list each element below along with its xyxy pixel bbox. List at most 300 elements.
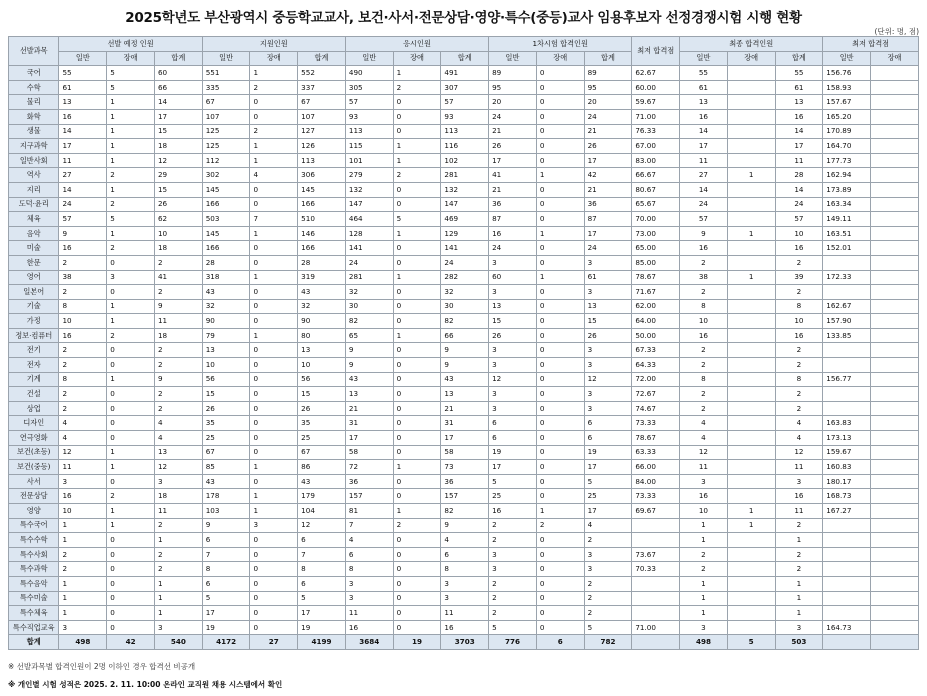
value-cell [823,533,871,548]
value-cell: 1 [775,591,823,606]
value-cell: 3 [489,562,537,577]
subject-cell: 특수음악 [9,576,59,591]
value-cell: 13 [441,387,489,402]
value-cell: 145 [202,182,250,197]
value-cell: 319 [298,270,346,285]
value-cell: 16 [680,109,728,124]
value-cell: 72 [345,460,393,475]
subject-cell: 일본어 [9,285,59,300]
value-cell: 1 [107,314,155,329]
value-cell: 15 [202,387,250,402]
value-cell [871,226,919,241]
value-cell: 1 [393,328,441,343]
subject-cell: 지리 [9,182,59,197]
value-cell: 0 [107,591,155,606]
value-cell: 166 [202,197,250,212]
value-cell [871,358,919,373]
value-cell: 0 [250,547,298,562]
value-cell: 43 [298,474,346,489]
value-cell: 89 [584,66,632,81]
footnote-score-check: ※ 개인별 시험 성적은 2025. 2. 11. 10:00 온라인 교직원 채용 시스템에서 확인 [8,680,283,689]
value-cell [727,474,775,489]
value-cell: 116 [441,139,489,154]
value-cell: 0 [107,416,155,431]
subject-cell: 역사 [9,168,59,183]
value-cell: 18 [154,241,202,256]
value-cell: 2 [154,387,202,402]
value-cell: 0 [250,372,298,387]
value-cell [727,387,775,402]
value-cell: 306 [298,168,346,183]
value-cell [871,635,919,650]
table-row [9,270,919,285]
value-cell: 19 [202,620,250,635]
value-cell: 0 [250,431,298,446]
table-row [9,124,919,139]
value-cell [871,285,919,300]
value-cell: 66.67 [632,168,680,183]
value-cell: 1 [107,139,155,154]
value-cell: 0 [536,401,584,416]
value-cell [727,489,775,504]
value-cell: 84.00 [632,474,680,489]
value-cell [727,547,775,562]
sub-general: 일반 [680,51,728,66]
value-cell: 41 [489,168,537,183]
value-cell: 11 [775,460,823,475]
value-cell: 1 [536,270,584,285]
value-cell: 3 [489,358,537,373]
value-cell: 2 [107,241,155,256]
value-cell: 147 [345,197,393,212]
value-cell: 0 [393,124,441,139]
value-cell: 0 [250,445,298,460]
value-cell: 0 [393,299,441,314]
value-cell: 1 [680,606,728,621]
value-cell: 3 [584,255,632,270]
value-cell: 5 [727,635,775,650]
value-cell: 2 [489,606,537,621]
value-cell: 9 [202,518,250,533]
value-cell: 1 [727,504,775,519]
value-cell: 80 [298,328,346,343]
value-cell: 95 [584,80,632,95]
value-cell: 145 [298,182,346,197]
value-cell: 104 [298,504,346,519]
value-cell [632,533,680,548]
value-cell: 0 [393,197,441,212]
sub-general: 일반 [59,51,107,66]
value-cell [727,66,775,81]
value-cell: 32 [441,285,489,300]
value-cell: 6 [202,533,250,548]
header-final-pass: 최종 합격인원 [680,37,823,52]
value-cell: 1 [250,489,298,504]
value-cell: 2 [393,80,441,95]
value-cell: 13 [202,343,250,358]
value-cell: 73.00 [632,226,680,241]
value-cell: 8 [680,299,728,314]
value-cell [727,606,775,621]
value-cell: 0 [393,576,441,591]
subject-cell: 기술 [9,299,59,314]
value-cell: 164.70 [823,139,871,154]
value-cell: 16 [59,241,107,256]
value-cell: 157.90 [823,314,871,329]
subject-cell: 보건(중등) [9,460,59,475]
value-cell [727,80,775,95]
sub-total: 합계 [584,51,632,66]
value-cell: 3 [250,518,298,533]
subject-cell: 사서 [9,474,59,489]
value-cell: 80.67 [632,182,680,197]
value-cell: 3 [775,620,823,635]
value-cell: 1 [107,299,155,314]
value-cell [871,474,919,489]
value-cell: 0 [250,197,298,212]
value-cell: 1 [107,518,155,533]
value-cell: 67.33 [632,343,680,358]
value-cell [727,358,775,373]
value-cell [871,241,919,256]
value-cell: 133.85 [823,328,871,343]
value-cell: 2 [775,547,823,562]
value-cell [727,212,775,227]
table-row [9,255,919,270]
value-cell: 127 [298,124,346,139]
value-cell: 8 [59,372,107,387]
value-cell [871,606,919,621]
value-cell: 0 [107,401,155,416]
value-cell: 0 [393,343,441,358]
value-cell: 32 [202,299,250,314]
value-cell: 10 [202,358,250,373]
value-cell: 2 [154,401,202,416]
value-cell [823,255,871,270]
value-cell: 6 [584,416,632,431]
subject-cell: 전문상담 [9,489,59,504]
value-cell: 26 [584,139,632,154]
value-cell: 4 [680,431,728,446]
value-cell: 24 [489,109,537,124]
value-cell: 158.93 [823,80,871,95]
value-cell: 2 [154,518,202,533]
value-cell: 1 [727,518,775,533]
value-cell: 0 [536,212,584,227]
value-cell: 8 [775,299,823,314]
value-cell: 66 [154,80,202,95]
value-cell: 5 [489,620,537,635]
value-cell: 4 [775,431,823,446]
subject-cell: 국어 [9,66,59,81]
value-cell: 89 [489,66,537,81]
value-cell: 2 [107,168,155,183]
value-cell: 165.20 [823,109,871,124]
value-cell [823,343,871,358]
value-cell: 101 [345,153,393,168]
value-cell: 11 [775,504,823,519]
value-cell: 56 [202,372,250,387]
value-cell [871,314,919,329]
value-cell: 4 [680,416,728,431]
value-cell: 17 [584,504,632,519]
value-cell: 15 [584,314,632,329]
results-table [8,36,919,650]
value-cell: 0 [536,606,584,621]
value-cell: 78.67 [632,270,680,285]
value-cell: 1 [393,460,441,475]
value-cell: 2 [680,387,728,402]
value-cell: 19 [298,620,346,635]
value-cell: 1 [727,226,775,241]
value-cell: 152.01 [823,241,871,256]
subject-cell: 일반사회 [9,153,59,168]
table-row [9,445,919,460]
value-cell: 2 [154,255,202,270]
value-cell: 0 [393,255,441,270]
value-cell [727,197,775,212]
value-cell: 0 [536,445,584,460]
value-cell: 21 [584,182,632,197]
value-cell: 3 [584,547,632,562]
sub-total: 합계 [775,51,823,66]
value-cell: 318 [202,270,250,285]
value-cell [871,401,919,416]
value-cell: 16 [680,328,728,343]
value-cell [871,562,919,577]
value-cell: 782 [584,635,632,650]
value-cell: 3 [489,387,537,402]
value-cell [823,358,871,373]
value-cell: 67 [202,95,250,110]
value-cell: 2 [775,562,823,577]
sub-disabled: 장애 [871,51,919,66]
value-cell: 132 [441,182,489,197]
value-cell: 3 [584,562,632,577]
header-applicants: 지원인원 [202,37,345,52]
value-cell: 3 [775,474,823,489]
value-cell: 5 [107,80,155,95]
value-cell: 61 [680,80,728,95]
subject-cell: 합계 [9,635,59,650]
value-cell: 6 [202,576,250,591]
value-cell: 16 [59,109,107,124]
value-cell [727,401,775,416]
value-cell: 0 [107,620,155,635]
value-cell: 0 [107,431,155,446]
subject-cell: 기계 [9,372,59,387]
value-cell: 0 [107,562,155,577]
value-cell: 9 [441,343,489,358]
value-cell: 0 [393,547,441,562]
value-cell: 19 [489,445,537,460]
value-cell: 32 [298,299,346,314]
table-row [9,489,919,504]
value-cell: 1 [154,576,202,591]
value-cell: 8 [775,372,823,387]
value-cell: 0 [393,358,441,373]
value-cell: 4 [584,518,632,533]
value-cell: 16 [775,328,823,343]
unit-note: (단위: 명, 점) [874,27,919,36]
value-cell: 103 [202,504,250,519]
value-cell: 0 [107,533,155,548]
value-cell: 107 [202,109,250,124]
value-cell: 2 [680,285,728,300]
value-cell: 17 [584,153,632,168]
value-cell: 13 [154,445,202,460]
value-cell: 1 [59,518,107,533]
table-row [9,562,919,577]
value-cell: 1 [154,533,202,548]
value-cell: 1 [536,504,584,519]
value-cell: 4 [154,431,202,446]
value-cell: 18 [154,489,202,504]
value-cell: 2 [584,591,632,606]
value-cell: 17 [298,606,346,621]
value-cell [727,445,775,460]
subject-cell: 전기 [9,343,59,358]
value-cell: 3703 [441,635,489,650]
value-cell: 0 [250,620,298,635]
value-cell: 12 [59,445,107,460]
value-cell: 2 [154,547,202,562]
table-row [9,95,919,110]
table-row [9,620,919,635]
value-cell: 93 [441,109,489,124]
value-cell: 13 [59,95,107,110]
value-cell [727,182,775,197]
sub-general: 일반 [202,51,250,66]
header-first-cutoff: 최저 합격점 [632,37,680,66]
value-cell: 25 [489,489,537,504]
value-cell: 2 [775,285,823,300]
header-subject: 선발과목 [9,37,59,66]
value-cell: 1 [536,226,584,241]
value-cell: 43 [298,285,346,300]
value-cell: 8 [345,562,393,577]
value-cell: 172.33 [823,270,871,285]
value-cell: 1 [107,182,155,197]
value-cell: 0 [393,182,441,197]
value-cell: 113 [298,153,346,168]
value-cell: 503 [202,212,250,227]
value-cell: 159.67 [823,445,871,460]
value-cell: 1 [107,226,155,241]
subject-cell: 미술 [9,241,59,256]
sub-disabled: 장애 [393,51,441,66]
value-cell: 11 [441,606,489,621]
value-cell: 7 [345,518,393,533]
value-cell: 0 [536,474,584,489]
value-cell: 166 [298,241,346,256]
subject-cell: 수학 [9,80,59,95]
value-cell: 3 [584,358,632,373]
value-cell: 3 [584,387,632,402]
value-cell: 21 [345,401,393,416]
value-cell [871,445,919,460]
value-cell: 24 [584,241,632,256]
value-cell: 2 [680,401,728,416]
value-cell: 163.34 [823,197,871,212]
value-cell [727,241,775,256]
value-cell: 11 [775,153,823,168]
value-cell: 66.00 [632,460,680,475]
value-cell: 81 [345,504,393,519]
value-cell: 335 [202,80,250,95]
value-cell: 0 [107,285,155,300]
value-cell: 3 [107,270,155,285]
value-cell: 2 [59,343,107,358]
value-cell: 1 [107,95,155,110]
value-cell: 42 [107,635,155,650]
value-cell: 24 [680,197,728,212]
value-cell [727,109,775,124]
value-cell: 11 [59,460,107,475]
table-row [9,518,919,533]
table-row [9,197,919,212]
value-cell: 1 [59,533,107,548]
value-cell: 30 [345,299,393,314]
value-cell: 1 [250,460,298,475]
value-cell: 141 [441,241,489,256]
value-cell: 9 [154,299,202,314]
value-cell: 167.27 [823,504,871,519]
value-cell [632,576,680,591]
subject-cell: 영양 [9,504,59,519]
value-cell: 87 [584,212,632,227]
subject-cell: 특수사회 [9,547,59,562]
value-cell: 0 [536,591,584,606]
value-cell [632,518,680,533]
value-cell: 14 [680,124,728,139]
sub-total: 합계 [298,51,346,66]
subject-cell: 보건(초등) [9,445,59,460]
value-cell: 4172 [202,635,250,650]
subject-cell: 특수수학 [9,533,59,548]
value-cell [727,431,775,446]
value-cell: 70.00 [632,212,680,227]
value-cell: 2 [584,576,632,591]
value-cell: 0 [250,95,298,110]
value-cell: 14 [59,182,107,197]
value-cell: 4 [441,533,489,548]
value-cell: 0 [107,343,155,358]
value-cell: 10 [298,358,346,373]
value-cell: 16 [489,226,537,241]
value-cell: 179 [298,489,346,504]
value-cell: 38 [680,270,728,285]
value-cell [823,591,871,606]
value-cell: 55 [59,66,107,81]
value-cell: 57 [345,95,393,110]
value-cell: 145 [202,226,250,241]
value-cell: 18 [154,139,202,154]
value-cell: 2 [59,285,107,300]
value-cell: 3 [441,591,489,606]
subject-cell: 전자 [9,358,59,373]
value-cell [871,270,919,285]
value-cell: 0 [107,606,155,621]
value-cell [871,431,919,446]
table-row [9,372,919,387]
value-cell: 5 [298,591,346,606]
value-cell: 17 [489,460,537,475]
value-cell [871,139,919,154]
sub-disabled: 장애 [727,51,775,66]
value-cell: 166 [298,197,346,212]
value-cell: 10 [775,226,823,241]
